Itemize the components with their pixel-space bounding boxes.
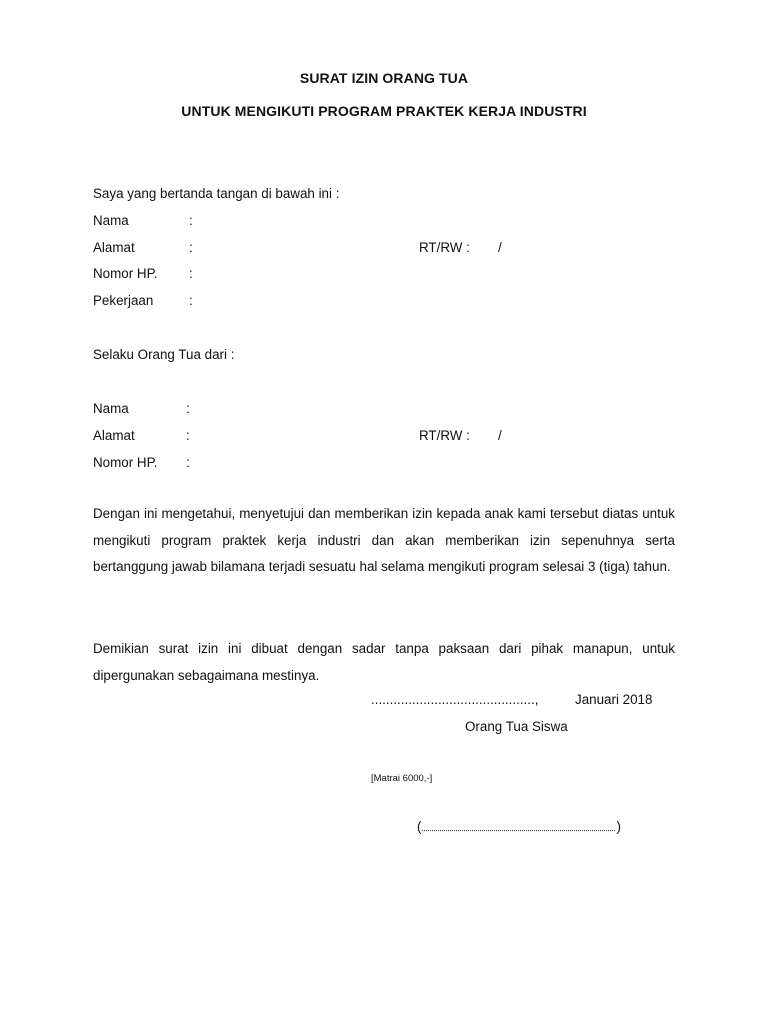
parent-pekerjaan-colon: : bbox=[189, 293, 193, 308]
parent-hp-colon: : bbox=[189, 266, 193, 281]
student-hp-label: Nomor HP. bbox=[93, 455, 158, 470]
signature-dotted-blank bbox=[422, 820, 615, 831]
signer-role: Orang Tua Siswa bbox=[465, 719, 568, 734]
stamp-note: [Matrai 6000,-] bbox=[371, 773, 433, 784]
consent-paragraph: Dengan ini mengetahui, menyetujui dan memberikan izin kepada anak kami tersebut diatas untuk mengikuti program praktek kerja industri dan akan memberikan izin sepenuhnya serta bertanggung jawab bilamana terjadi sesuatu hal selama mengikuti program selesai 3 (tiga) tahun. bbox=[93, 506, 675, 574]
signature-open-paren: ( bbox=[417, 819, 422, 834]
parent-rtrw-slash: / bbox=[498, 240, 502, 255]
student-intro-text: Selaku Orang Tua dari : bbox=[93, 347, 235, 362]
document-subtitle: UNTUK MENGIKUTI PROGRAM PRAKTEK KERJA INDUSTRI bbox=[181, 103, 587, 119]
intro-text: Saya yang bertanda tangan di bawah ini : bbox=[93, 186, 340, 201]
student-rtrw-slash: / bbox=[498, 428, 502, 443]
student-nama-colon: : bbox=[186, 401, 190, 416]
parent-hp-label: Nomor HP. bbox=[93, 266, 158, 281]
student-alamat-label: Alamat bbox=[93, 428, 135, 443]
parent-alamat-colon: : bbox=[189, 240, 193, 255]
student-hp-colon: : bbox=[186, 455, 190, 470]
parent-rtrw-label: RT/RW : bbox=[419, 240, 470, 255]
parent-pekerjaan-label: Pekerjaan bbox=[93, 293, 154, 308]
parent-nama-label: Nama bbox=[93, 213, 129, 228]
signature-line bbox=[417, 819, 621, 834]
closing-paragraph: Demikian surat izin ini dibuat dengan sadar tanpa paksaan dari pihak manapun, untuk dipergunakan sebagaimana mestinya. bbox=[93, 641, 675, 683]
student-alamat-colon: : bbox=[186, 428, 190, 443]
date-text: Januari 2018 bbox=[575, 692, 653, 707]
date-place-blank: ............................................, bbox=[371, 692, 539, 707]
student-rtrw-label: RT/RW : bbox=[419, 428, 470, 443]
signature-close-paren: ) bbox=[616, 819, 621, 834]
document-title: SURAT IZIN ORANG TUA bbox=[299, 70, 469, 86]
student-nama-label: Nama bbox=[93, 401, 129, 416]
parent-nama-colon: : bbox=[189, 213, 193, 228]
parent-alamat-label: Alamat bbox=[93, 240, 135, 255]
